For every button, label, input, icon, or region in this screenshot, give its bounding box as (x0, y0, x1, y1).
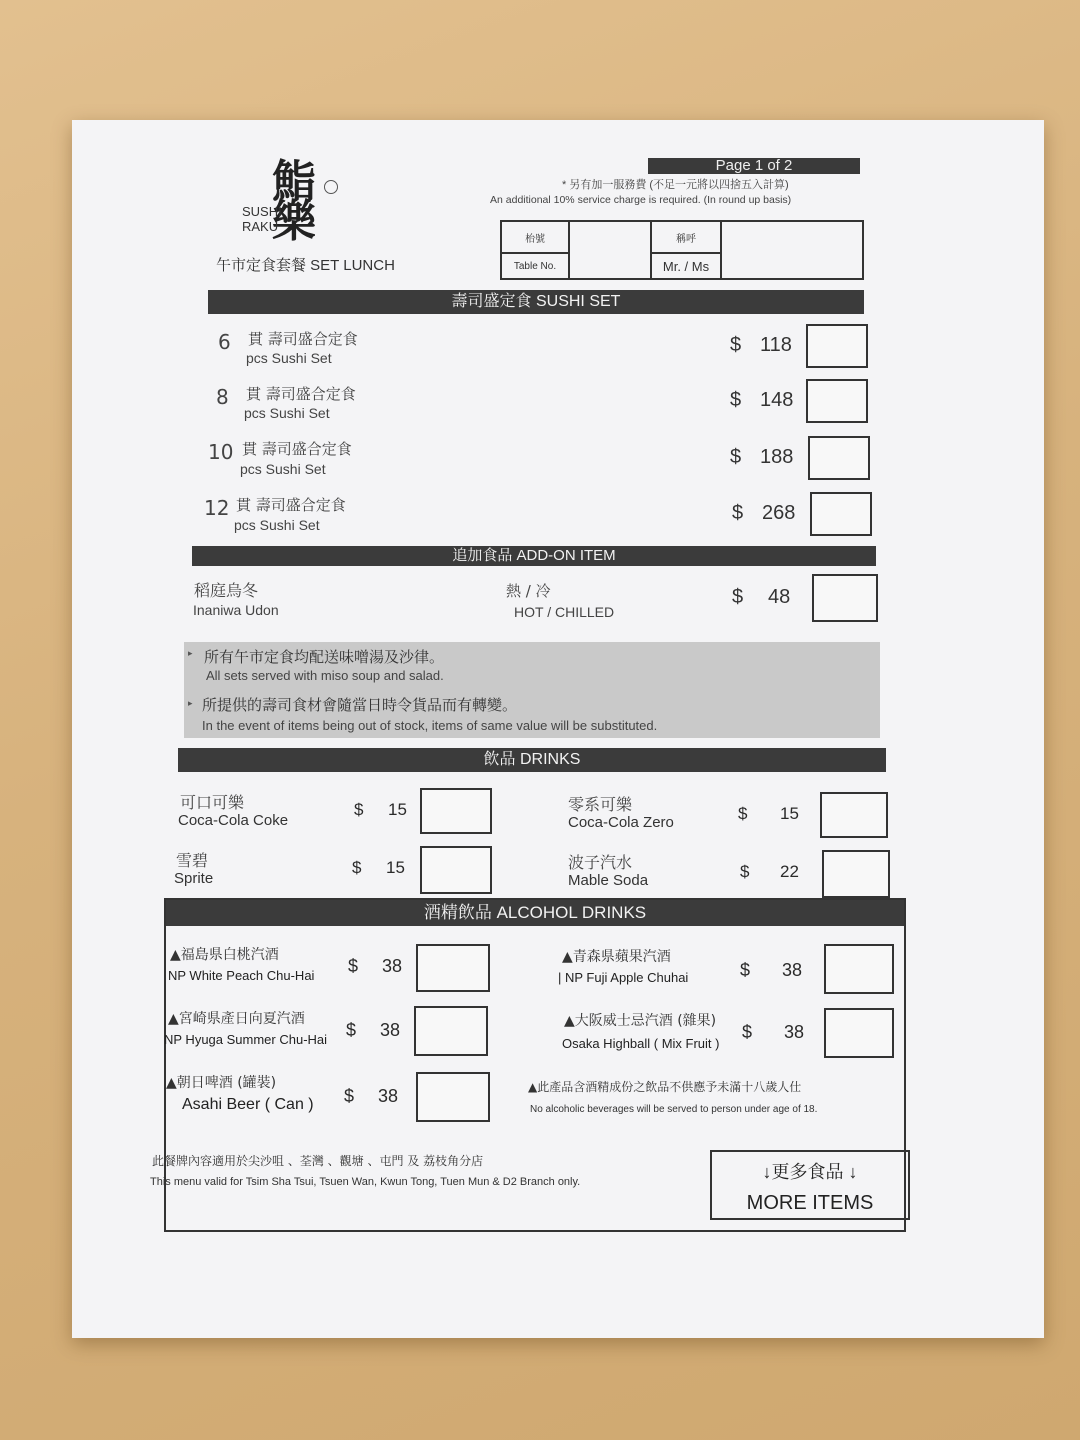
item-name-en: Asahi Beer ( Can ) (182, 1096, 314, 1113)
note-zh: 所提供的壽司食材會隨當日時令貨品而有轉變。 (202, 696, 518, 714)
quantity-box[interactable] (824, 944, 894, 994)
list-item (216, 381, 866, 431)
item-currency: $ (352, 858, 362, 877)
item-name-zh: 可口可樂 (180, 793, 245, 812)
item-name-en: NP Hyuga Summer Chu-Hai (164, 1032, 328, 1047)
item-price: 38 (380, 1020, 401, 1040)
name-label-en: Mr. / Ms (651, 253, 721, 279)
note-zh: 所有午市定食均配送味噌湯及沙律。 (204, 648, 445, 666)
more-items-button[interactable] (710, 1150, 910, 1220)
item-currency: $ (348, 956, 359, 976)
item-name-zh: 波子汽水 (568, 853, 633, 872)
item-currency: $ (730, 389, 742, 411)
item-price: 22 (780, 862, 799, 881)
quantity-box[interactable] (806, 324, 868, 368)
item-count: 8 (216, 385, 229, 409)
sushi-set-list (204, 320, 868, 550)
add-on-header: 追加食品 ADD-ON ITEM (192, 546, 876, 566)
item-name-en: Osaka Highball ( Mix Fruit ) (562, 1036, 720, 1051)
item-name-zh: 貫 壽司盛合定食 (246, 385, 356, 403)
list-item (558, 944, 902, 1000)
page-subtitle: 午市定食套餐 SET LUNCH (216, 257, 395, 274)
order-header-table (500, 220, 864, 280)
item-name-en: Sprite (174, 870, 214, 887)
quantity-box[interactable] (420, 846, 492, 894)
item-price: 118 (760, 334, 792, 356)
item-name-en: Coca-Cola Zero (568, 814, 674, 831)
item-name-zh: 零系可樂 (568, 795, 633, 814)
item-currency: $ (740, 862, 750, 881)
page-indicator: Page 1 of 2 (648, 158, 860, 174)
item-price: 188 (760, 446, 794, 468)
more-items-en: MORE ITEMS (746, 1192, 874, 1214)
item-name-en: Inaniwa Udon (193, 602, 279, 618)
item-name-zh: ▲朝日啤酒 (罐裝) (166, 1075, 277, 1091)
list-item (568, 790, 898, 840)
item-price: 48 (768, 586, 791, 608)
logo-text-1: SUSHI (242, 204, 282, 219)
logo-mark: 鮨樂 (272, 156, 316, 247)
quantity-box[interactable] (416, 1072, 490, 1122)
quantity-box[interactable] (810, 492, 872, 536)
item-name-zh: 雪碧 (176, 851, 209, 870)
item-name-zh: ▲大阪威士忌汽酒 (雜果) (564, 1013, 717, 1029)
list-item (176, 846, 496, 896)
item-currency: $ (344, 1086, 355, 1106)
list-item (568, 848, 898, 898)
item-currency: $ (354, 800, 364, 819)
item-name-en: Coca-Cola Coke (178, 812, 289, 829)
item-name-zh: ▲福島県白桃汽酒 (170, 947, 279, 963)
list-item (170, 942, 500, 998)
item-name-en: pcs Sushi Set (234, 517, 320, 533)
notes-panel (184, 642, 880, 738)
temperature-option-en: HOT / CHILLED (514, 604, 615, 620)
quantity-box[interactable] (806, 379, 868, 423)
note-en: All sets served with miso soup and salad. (206, 668, 444, 683)
alcohol-header: 酒精飲品 ALCOHOL DRINKS (166, 900, 904, 926)
table-number-field[interactable] (569, 221, 651, 279)
item-name-zh: ▲青森県蘋果汽酒 (562, 949, 671, 965)
list-item (204, 492, 868, 542)
list-item (164, 1006, 498, 1062)
item-currency: $ (346, 1020, 357, 1040)
note-en: In the event of items being out of stock, items of same value will be substituted. (202, 718, 658, 733)
bullet-icon: ▸ (188, 648, 193, 658)
quantity-box[interactable] (416, 944, 490, 992)
item-name-zh: 貫 壽司盛合定食 (236, 496, 346, 514)
item-price: 38 (782, 960, 803, 980)
item-currency: $ (730, 334, 742, 356)
logo-text-2: RAKU (242, 219, 279, 234)
item-count: 10 (208, 440, 234, 464)
add-on-item (192, 574, 882, 634)
service-charge-en: An additional 10% service charge is required. (In round up basis) (490, 194, 792, 206)
more-items-zh: ↓更多食品 ↓ (762, 1162, 858, 1182)
age-notice-zh: ▲此產品含酒精成份之飲品不供應予未滿十八歲人仕 (528, 1080, 802, 1094)
customer-name-field[interactable] (721, 221, 863, 279)
item-name-en: | NP Fuji Apple Chuhai (558, 970, 689, 985)
list-item (178, 788, 498, 838)
item-price: 15 (386, 858, 405, 877)
sushi-set-header: 壽司盛定食 SUSHI SET (208, 290, 864, 314)
item-currency: $ (732, 586, 744, 608)
item-name-zh: 稻庭烏冬 (194, 581, 259, 600)
bullet-icon: ▸ (188, 698, 193, 708)
item-currency: $ (742, 1022, 753, 1042)
quantity-box[interactable] (808, 436, 870, 480)
item-price: 15 (780, 804, 799, 823)
item-name-en: pcs Sushi Set (240, 461, 326, 477)
item-currency: $ (730, 446, 742, 468)
item-price: 38 (382, 956, 403, 976)
quantity-box[interactable] (812, 574, 878, 622)
item-price: 148 (760, 389, 794, 411)
item-name-en: pcs Sushi Set (246, 350, 332, 366)
item-price: 15 (388, 800, 407, 819)
list-item (208, 436, 868, 486)
item-name-en: pcs Sushi Set (244, 405, 330, 421)
table-label-en: Table No. (501, 253, 569, 279)
footer-note-zh: 此餐牌內容適用於尖沙咀 、荃灣 、觀塘 、屯門 及 荔枝角分店 (152, 1154, 484, 1168)
item-name-zh: 貫 壽司盛合定食 (248, 330, 358, 348)
item-price: 38 (784, 1022, 805, 1042)
item-currency: $ (738, 804, 748, 823)
temperature-option-zh: 熱 / 冷 (506, 582, 551, 600)
menu-sheet (72, 120, 1044, 1338)
item-currency: $ (732, 502, 744, 524)
item-price: 38 (378, 1086, 399, 1106)
item-name-en: NP White Peach Chu-Hai (168, 968, 315, 983)
item-name-zh: 貫 壽司盛合定食 (242, 440, 352, 458)
item-name-en: Mable Soda (568, 872, 649, 889)
quantity-box[interactable] (420, 788, 492, 834)
age-notice-en: No alcoholic beverages will be served to person under age of 18. (530, 1104, 818, 1115)
item-currency: $ (740, 960, 751, 980)
drinks-header: 飲品 DRINKS (178, 748, 886, 772)
flower-icon (324, 180, 338, 194)
item-price: 268 (762, 502, 796, 524)
footer-note-en: This menu valid for Tsim Sha Tsui, Tsuen Wan, Kwun Tong, Tuen Mun & D2 Branch only. (150, 1176, 581, 1188)
name-label-zh: 稱呼 (651, 221, 721, 253)
item-count: 6 (218, 330, 231, 354)
service-charge-zh: * 另有加一服務費 (不足一元將以四捨五入計算) (562, 179, 789, 191)
quantity-box[interactable] (822, 850, 890, 898)
list-item (218, 326, 868, 376)
quantity-box[interactable] (820, 792, 888, 838)
item-name-zh: ▲宮崎県產日向夏汽酒 (168, 1011, 305, 1027)
list-item (564, 1008, 904, 1064)
item-count: 12 (204, 496, 230, 520)
quantity-box[interactable] (414, 1006, 488, 1056)
list-item (166, 1070, 496, 1130)
table-label-zh: 枱號 (501, 221, 569, 253)
drinks-list (172, 784, 902, 904)
quantity-box[interactable] (824, 1008, 894, 1058)
